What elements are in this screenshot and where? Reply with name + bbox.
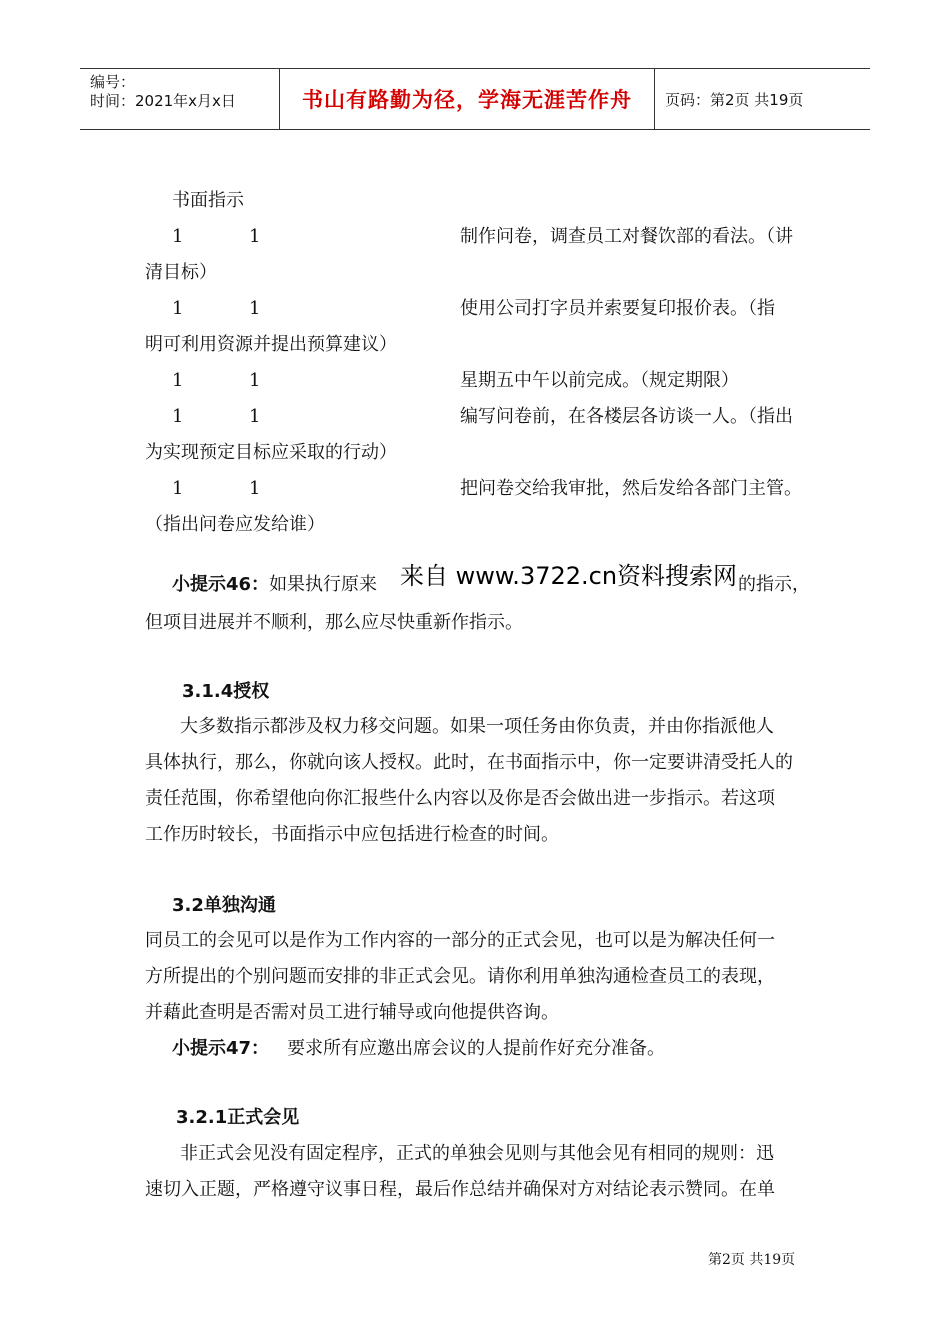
item-4-n2: 1 xyxy=(249,406,261,427)
item-5-n2: 1 xyxy=(249,478,261,499)
s314-line-3: 责任范围，你希望他向你汇报些什么内容以及你是否会做出进一步指示。若这项 xyxy=(145,788,775,809)
item-4-text: 编写问卷前，在各楼层各访谈一人。（指出 xyxy=(460,406,793,427)
item-3-n2: 1 xyxy=(249,370,261,391)
header-meta xyxy=(80,69,280,129)
item-5-text: 把问卷交给我审批，然后发给各部门主管。 xyxy=(460,478,802,499)
item-1-n1: 1 xyxy=(172,226,184,247)
s321-line-1: 非正式会见没有固定程序，正式的单独会见则与其他会见有相同的规则：迅 xyxy=(180,1143,774,1164)
page-header xyxy=(80,68,870,130)
header-motto: 书山有路勤为径，学海无涯苦作舟 xyxy=(280,69,655,129)
tip46-text-b: 的指示， xyxy=(738,574,810,595)
tip47-text: 要求所有应邀出席会议的人提前作好充分准备。 xyxy=(287,1038,666,1059)
s32-line-3: 并藉此查明是否需对员工进行辅导或向他提供咨询。 xyxy=(145,1002,559,1023)
written-title: 书面指示 xyxy=(172,190,244,211)
item-4-cont: 为实现预定目标应采取的行动） xyxy=(145,442,397,463)
item-2-n2: 1 xyxy=(249,298,261,319)
item-1-text: 制作问卷，调查员工对餐饮部的看法。（讲 xyxy=(460,226,793,247)
item-1-cont: 清目标） xyxy=(145,262,217,283)
item-2-cont: 明可利用资源并提出预算建议） xyxy=(145,334,397,355)
tip46-text-a: 如果执行原来 xyxy=(269,574,378,595)
s32-line-2: 方所提出的个别问题而安排的非正式会见。请你利用单独沟通检查员工的表现， xyxy=(145,966,775,987)
item-3-text: 星期五中午以前完成。（规定期限） xyxy=(460,370,739,391)
item-1-n2: 1 xyxy=(249,226,261,247)
tip46-line2: 但项目进展并不顺利，那么应尽快重新作指示。 xyxy=(145,612,523,633)
s314-line-1: 大多数指示都涉及权力移交问题。如果一项任务由你负责，并由你指派他人 xyxy=(180,716,774,737)
heading-3-2: 3.2单独沟通 xyxy=(172,895,276,916)
tip46-label: 小提示46： xyxy=(172,574,270,595)
page-footer: 第2页 共19页 xyxy=(708,1252,796,1268)
item-3-n1: 1 xyxy=(172,370,184,391)
tip47-line xyxy=(172,1037,665,1061)
s32-line-1: 同员工的会见可以是作为工作内容的一部分的正式会见，也可以是为解决任何一 xyxy=(145,930,775,951)
s314-line-4: 工作历时较长，书面指示中应包括进行检查的时间。 xyxy=(145,824,559,845)
header-page-info: 页码：第2页 共19页 xyxy=(665,90,804,109)
item-2-n1: 1 xyxy=(172,298,184,319)
header-time-label: 时间：2021年x月x日 xyxy=(90,92,236,110)
item-2-text: 使用公司打字员并索要复印报价表。（指 xyxy=(460,298,775,319)
heading-3-2-1: 3.2.1正式会见 xyxy=(176,1107,300,1128)
tip47-label: 小提示47： xyxy=(172,1038,270,1059)
tip46-line1 xyxy=(172,573,377,597)
header-number-label: 编号： xyxy=(90,73,136,91)
s314-line-2: 具体执行，那么，你就向该人授权。此时，在书面指示中，你一定要讲清受托人的 xyxy=(145,752,793,773)
watermark-text: 来自 www.3722.cn资料搜索网 xyxy=(400,562,738,590)
item-5-n1: 1 xyxy=(172,478,184,499)
heading-3-1-4: 3.1.4授权 xyxy=(182,681,270,702)
s321-line-2: 速切入正题，严格遵守议事日程，最后作总结并确保对方对结论表示赞同。在单 xyxy=(145,1179,775,1200)
item-4-n1: 1 xyxy=(172,406,184,427)
item-5-cont: （指出问卷应发给谁） xyxy=(145,514,325,535)
